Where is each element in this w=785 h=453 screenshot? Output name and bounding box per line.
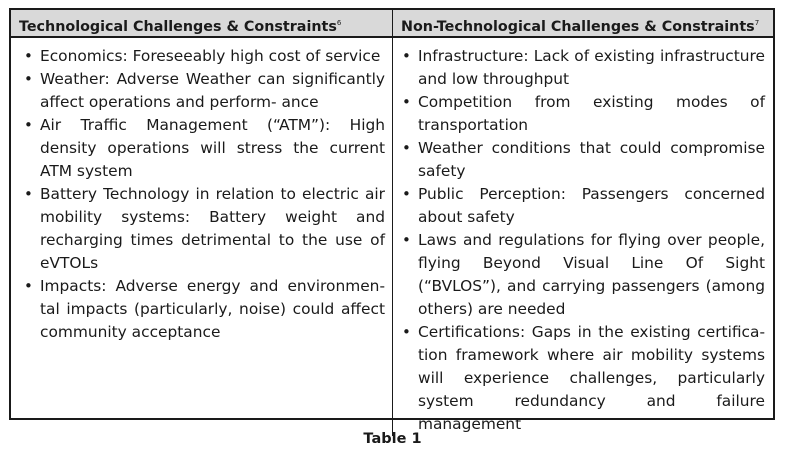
challenges-table xyxy=(9,8,775,433)
non-technological-item xyxy=(393,321,773,436)
non-technological-item-line: Certifications: Gaps in the existing certifica- xyxy=(418,323,765,341)
technological-item xyxy=(11,183,392,275)
non-technological-item-line: flying Beyond Visual Line Of Sight (“BVLOS”), xyxy=(418,254,765,295)
bullet-icon: • xyxy=(402,93,411,111)
bullet-icon: • xyxy=(24,185,33,203)
non-technological-item-line: Laws and regulations for flying over people, xyxy=(418,231,765,249)
technological-list xyxy=(11,45,392,344)
technological-item xyxy=(11,68,392,114)
non-technological-item-line: tion framework where air mobility systems will xyxy=(418,346,765,387)
technological-item-line: Impacts: Adverse energy and environmen- xyxy=(40,277,385,295)
table-body-row xyxy=(11,38,773,436)
non-technological-item xyxy=(393,45,773,91)
technological-item-line: Economics: Foreseeably high cost of xyxy=(40,47,321,65)
header-technological-text: Technological Challenges & Constraints xyxy=(19,19,337,35)
bullet-icon: • xyxy=(402,139,411,157)
header-non-technological xyxy=(393,10,773,36)
technological-item-line: service xyxy=(325,47,381,65)
technological-item-line: Battery Technology in relation to electric air xyxy=(40,185,385,203)
technological-item-line: Air Traffic Management (“ATM”): High xyxy=(40,116,385,134)
non-technological-item-line: Public Perception: Passengers concerned xyxy=(418,185,765,203)
bullet-icon: • xyxy=(402,231,411,249)
non-technological-item xyxy=(393,183,773,229)
non-technological-item xyxy=(393,91,773,137)
header-non-technological-footnote: 7 xyxy=(754,19,760,27)
non-technological-item-line: experience challenges, particularly system xyxy=(418,369,765,410)
bullet-icon: • xyxy=(402,185,411,203)
bullet-icon: • xyxy=(24,47,33,65)
bullet-icon: • xyxy=(402,323,411,341)
non-technological-item-line: Weather conditions that could compromise xyxy=(418,139,765,157)
table-caption: Table 1 xyxy=(363,431,422,447)
non-technological-item-line: needed xyxy=(507,300,566,318)
non-technological-item-line: safety xyxy=(418,162,466,180)
non-technological-cell xyxy=(393,38,773,436)
technological-item-line: community acceptance xyxy=(40,323,221,341)
technological-item-line: ance xyxy=(281,93,319,111)
technological-item xyxy=(11,45,392,68)
header-non-technological-text: Non-Technological Challenges & Constraints xyxy=(401,19,755,35)
non-technological-item-line: Competition from existing modes of xyxy=(418,93,765,111)
bullet-icon: • xyxy=(24,277,33,295)
header-technological xyxy=(11,10,393,36)
technological-item xyxy=(11,275,392,344)
non-technological-item-line: about safety xyxy=(418,208,515,226)
technological-item-line: system xyxy=(76,162,133,180)
non-technological-list xyxy=(393,45,773,436)
technological-item-line: eVTOLs xyxy=(40,254,99,272)
non-technological-item-line: and carrying passengers (among others) are xyxy=(418,277,765,318)
technological-item-line: Weather: Adverse Weather can xyxy=(40,70,286,88)
technological-item xyxy=(11,114,392,183)
technological-item-line: recharging times detrimental to the use of xyxy=(40,231,385,249)
header-technological-footnote: 6 xyxy=(336,19,342,27)
technological-cell xyxy=(11,38,393,436)
non-technological-item-line: redundancy and failure management xyxy=(418,392,765,433)
non-technological-item xyxy=(393,137,773,183)
technological-item-line: mobility systems: Battery weight and xyxy=(40,208,385,226)
non-technological-item-line: Infrastructure: Lack of existing infrastructure xyxy=(418,47,765,65)
non-technological-item-line: transportation xyxy=(418,116,529,134)
technological-item-line: density operations will stress the current ATM xyxy=(40,139,385,180)
table-header-row xyxy=(11,10,773,38)
technological-item-line: tal impacts (particularly, noise) could affect xyxy=(40,300,385,318)
non-technological-item-line: and low throughput xyxy=(418,70,570,88)
bullet-icon: • xyxy=(24,70,33,88)
non-technological-item xyxy=(393,229,773,321)
technological-item-line: significantly affect operations and perform- xyxy=(40,70,385,111)
bullet-icon: • xyxy=(24,116,33,134)
bullet-icon: • xyxy=(402,47,411,65)
